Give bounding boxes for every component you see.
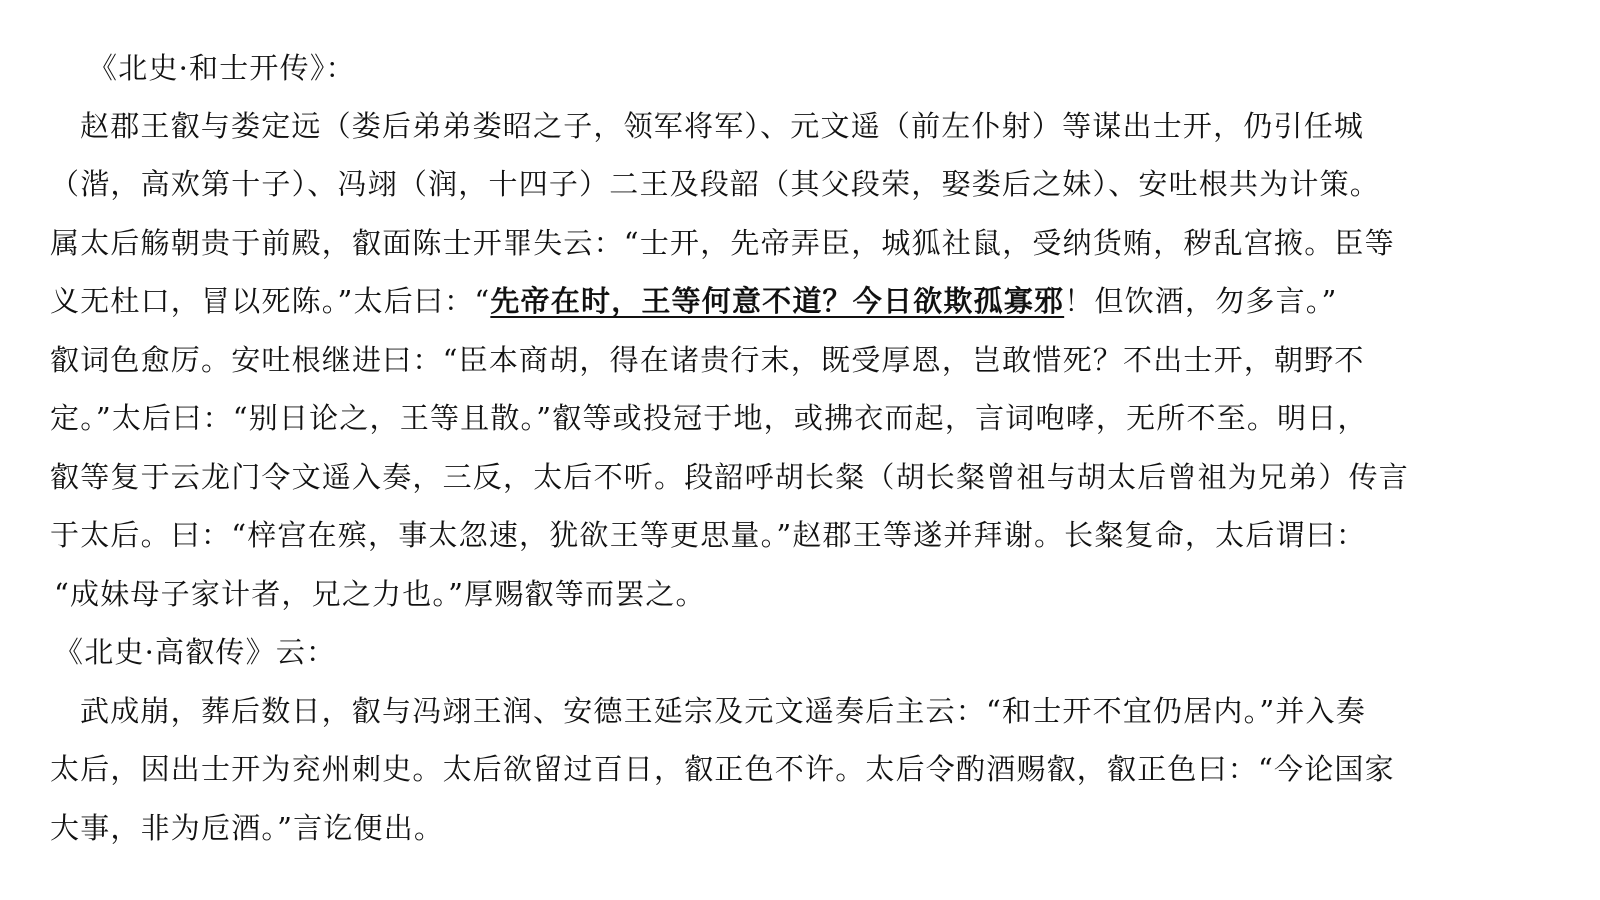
source1-line-6: 定。”太后曰：“别日论之，王等且散。”叡等或投冠于地，或拂衣而起，言词咆哮，无所不至。明日， xyxy=(50,401,1368,435)
source1-line-4-end: ！但饮酒，勿多言。” xyxy=(1064,284,1338,318)
source2-line-1: 武成崩，葬后数日，叡与冯翊王润、安德王延宗及元文遥奏后主云：“和士开不宜仍居内。”并入奏 xyxy=(80,694,1366,728)
source1-line-5: 叡词色愈厉。安吐根继进曰：“臣本商胡，得在诸贵行末，既受厚恩，岂敢惜死？不出士开，朝野不 xyxy=(50,343,1365,377)
source1-line-7: 叡等复于云龙门令文遥入奏，三反，太后不听。段韶呼胡长粲（胡长粲曾祖与胡太后曾祖为兄弟）传言 xyxy=(50,460,1410,494)
source2-line-2: 太后，因出士开为兖州刺史。太后欲留过百日，叡正色不许。太后令酌酒赐叡，叡正色曰：“今论国家 xyxy=(50,752,1395,786)
source1-title: 《北史·和士开传》： xyxy=(88,51,356,85)
source2-line-3: 大事，非为卮酒。”言讫便出。 xyxy=(50,811,445,845)
source1-line-8: 于太后。曰：“梓宫在殡，事太忽速，犹欲王等更思量。”赵郡王等遂并拜谢。长粲复命，太后谓曰： xyxy=(50,518,1367,552)
source1-line-3: 属太后觞朝贵于前殿，叡面陈士开罪失云：“士开，先帝弄臣，城狐社鼠，受纳货贿，秽乱宫掖。臣等 xyxy=(50,226,1395,260)
source1-line-1: 赵郡王叡与娄定远（娄后弟弟娄昭之子，领军将军）、元文遥（前左仆射）等谋出士开，仍引任城 xyxy=(80,109,1365,143)
source1-line-9: “成妹母子家计者，兄之力也。”厚赐叡等而罢之。 xyxy=(54,577,706,611)
source1-line-4 xyxy=(50,281,1338,321)
underlined-emphasis-quote: 先帝在时，王等何意不道？今日欲欺孤寡邪 xyxy=(490,284,1065,318)
source1-line-4-start: 义无杜口，冒以死陈。”太后曰：“ xyxy=(50,284,491,318)
source2-title: 《北史·高叡传》云： xyxy=(54,635,337,669)
source1-line-2: （湝，高欢第十子）、冯翊（润，十四子）二王及段韶（其父段荣，娶娄后之妹）、安吐根共为计策。 xyxy=(50,167,1381,201)
